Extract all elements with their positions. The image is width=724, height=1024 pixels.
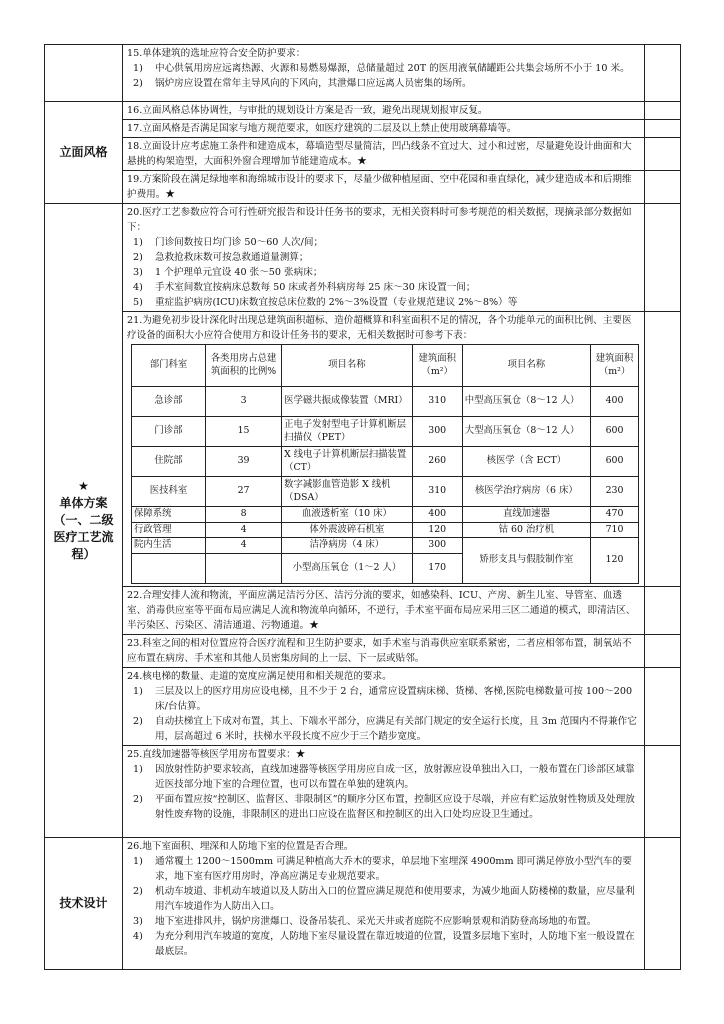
- section-single-scheme: ★ 单体方案 （一、二级 医疗工艺流 程）: [45, 204, 123, 838]
- item-25: [123, 745, 645, 837]
- list-item: 4) 为充分利用汽车坡道的宽度，人防地下室尽量设置在靠近坡道的位置，设置多层地下室时，人防地下室一般设置在最底层。: [133, 930, 635, 957]
- check-cell: [645, 120, 681, 138]
- item-15-title: 15.单体建筑的选址应符合安全防护要求：: [127, 48, 306, 59]
- section-technical-design: 技术设计: [45, 837, 123, 969]
- item-19: 19.方案阶段在满足绿地率和海绵城市设计的要求下，尽量少做种植屋面、空中花园和垂直绿化，减少建造成本和后期维护费用。★: [123, 171, 645, 204]
- item-26-title: 26.地下室面积、埋深和人防地下室的位置是否合理。: [127, 840, 354, 852]
- list-item: 2) 急救抢救床数可按急救通道量测算；: [133, 252, 309, 263]
- header-item-name: 项目名称: [282, 345, 413, 387]
- table-row: 医技科室 27 数字减影血管造影 X 线机（DSA） 310 核医学治疗病房（6 床） 230: [132, 477, 639, 507]
- item-16: 16.立面风格总体协调性，与审批的规划设计方案是否一致，避免出现规划报审反复。: [123, 102, 645, 120]
- table-row: [45, 45, 681, 102]
- item-24: [123, 667, 645, 745]
- check-cell: [645, 586, 681, 634]
- list-item: 3) 地下室进排风井，锅炉房泄爆口、设备吊装孔、采光天井或者庭院不应影响景观和消防登高场地的布置。: [133, 915, 597, 927]
- table-row: 住院部 39 X 线电子计算机断层扫描装置（CT） 260 核医学（含 ECT） 600: [132, 447, 639, 477]
- list-item: 2) 自动扶梯宜上下成对布置，其上、下端水平部分，应满足有关部门规定的安全运行长度，且 3m 范围内不得兼作它用，层高超过 6 米时，扶梯水平段长度不应少于三个踏步宽度。: [133, 715, 637, 742]
- item-21-title: 21.为避免初步设计深化时出现总建筑面积超标、造价超概算和科室面积不足的情况，各个功能单元的面积比例、主要医疗设备的面积大小应符合使用方和设计任务书的要求，无相关数据时可参考下表：: [127, 315, 632, 341]
- item-25-title: 25.直线加速器等核医学用房布置要求：★: [127, 748, 306, 760]
- item-20: [123, 204, 645, 312]
- item-20-title: 20.医疗工艺参数应符合可行性研究报告和设计任务书的要求，无相关资料时可参考规范的相关数据，现摘录部分数据如下：: [127, 207, 632, 233]
- check-cell: [645, 138, 681, 171]
- table-row: [45, 667, 681, 745]
- check-cell: [645, 634, 681, 667]
- list-item: 5) 重症监护病房(ICU)床数宜按总床位数的 2%～3%设置（专业规范建议 2%～8%）等: [133, 297, 518, 308]
- header-area: 建筑面积（m²）: [412, 345, 462, 387]
- table-row: [45, 312, 681, 587]
- item-24-title: 24.核电梯的数量、走道的宽度应满足使用和相关规范的要求。: [127, 670, 392, 682]
- item-21: [123, 312, 645, 587]
- table-row: [45, 586, 681, 634]
- area-ratio-table: [131, 344, 639, 584]
- check-cell: [645, 102, 681, 120]
- item-15: [123, 45, 645, 102]
- header-dept: 部门科室: [132, 345, 206, 387]
- table-row: 小型高压氧仓（1～2 人） 170: [132, 553, 639, 583]
- list-item: 2) 平面布置应按“控制区、监督区、非限制区”的顺序分区布置，控制区应设于尽端，并应有贮运放射性物质及处理放射性废弃物的设施，非限制区的进出口应设在监督区和控制区的出入口处均应设卫生通过。: [133, 793, 635, 820]
- section-cell-empty: [45, 45, 123, 102]
- list-item: 4) 手术室间数宜按病床总数每 50 床或者外科病房每 25 床～30 床设置一间；: [133, 282, 476, 293]
- item-26: [123, 837, 645, 969]
- list-item: 2) 机动车坡道、非机动车坡道以及人防出入口的位置应满足规范和使用要求，为减少地面人防楼梯的数量，应尽量利用汽车坡道作为人防出入口。: [133, 885, 635, 912]
- table-row: [45, 138, 681, 171]
- review-checklist-page: [44, 44, 680, 970]
- list-item: 1) 三层及以上的医疗用房应设电梯，且不少于 2 台，通常应设置病床梯、货梯、客梯,医院电梯数量可按 100～200 床/台估算。: [133, 685, 633, 712]
- table-row: 行政管理 4 体外震波碎石机室 120 钴 60 治疗机 710: [132, 522, 639, 538]
- list-item: 1) 中心供氧用房应远离热源、火源和易燃易爆源，总储量超过 20T 的医用液氧储罐距公共集会场所不小于 10 米。: [133, 63, 630, 74]
- item-17: 17.立面风格是否满足国家与地方规范要求，如医疗建筑的二层及以上禁止使用玻璃幕墙等。: [123, 120, 645, 138]
- check-cell: [645, 745, 681, 837]
- list-item: 1) 通常覆土 1200～1500mm 可满足种植高大乔木的要求，单层地下室埋深 4900mm 即可满足停放小型汽车的要求，地下室有医疗用房时，净高应满足专业规范要求。: [133, 855, 632, 882]
- item-22: 22.合理安排人流和物流，平面应满足洁污分区、洁污分流的要求，如感染科、ICU、产房、新生儿室、导管室、血透室、消毒供应室等平面布局应满足人流和物流单向循环，不逆行，手术室平面布局应采用三区二通道的模式，即清洁区、半污染区、污染区、清洁通道、污物通道。★: [123, 586, 645, 634]
- table-row: [45, 102, 681, 120]
- table-row: 门诊部 15 正电子发射型电子计算机断层扫描仪（PET） 300 大型高压氧仓（8～12 人） 600: [132, 417, 639, 447]
- section-star-icon: ★: [78, 478, 89, 493]
- table-row: [45, 171, 681, 204]
- check-cell: [645, 667, 681, 745]
- item-18: 18.立面设计应考虑施工条件和建造成本，幕墙造型尽量简洁，凹凸线条不宜过大、过小和过密，尽量避免设计曲面和大悬挑的构架造型，大面积外窗合理增加节能建造成本。★: [123, 138, 645, 171]
- check-cell: [645, 312, 681, 587]
- table-row: [45, 634, 681, 667]
- table-row: 急诊部 3 医学磁共振成像装置（MRI） 310 中型高压氧仓（8～12 人） 400: [132, 387, 639, 417]
- list-item: 2) 锅炉房应设置在常年主导风向的下风向，其泄爆口应远离人员密集的场所。: [133, 78, 472, 89]
- check-cell: [645, 171, 681, 204]
- table-row: 院内生活 4 洁净病房（4 床） 300 矫形支具与假肢制作室 120: [132, 538, 639, 554]
- check-cell: [645, 45, 681, 102]
- table-row: [45, 204, 681, 312]
- review-checklist-table: [44, 44, 681, 970]
- table-row: [132, 345, 639, 387]
- table-row: [45, 120, 681, 138]
- header-area-2: 建筑面积（m²）: [591, 345, 639, 387]
- header-item-name-2: 项目名称: [462, 345, 590, 387]
- check-cell: [645, 204, 681, 312]
- table-row: [45, 837, 681, 969]
- table-row: [45, 745, 681, 837]
- table-row: 保障系统 8 血液透析室（10 床） 400 直线加速器 470: [132, 507, 639, 523]
- list-item: 1) 门诊间数按日均门诊 50～60 人次/间；: [133, 237, 324, 248]
- check-cell: [645, 837, 681, 969]
- list-item: 1) 因放射性防护要求较高，直线加速器等核医学用房应自成一区，放射源应设单独出入口，一般布置在门诊部区域靠近医技部分地下室的合理位置，也可以布置在单独的建筑内。: [133, 763, 635, 790]
- item-23: 23.科室之间的相对位置应符合医疗流程和卫生防护要求，如手术室与消毒供应室联系紧密，二者应相邻布置，制氧站不应布置在病房、手术室和其他人员密集房间的上一层、下一层或贴邻。: [123, 634, 645, 667]
- header-ratio: 各类用房占总建筑面积的比例%: [205, 345, 281, 387]
- list-item: 3) 1 个护理单元宜设 40 张～50 张病床；: [133, 267, 323, 278]
- section-facade-style: 立面风格: [45, 102, 123, 204]
